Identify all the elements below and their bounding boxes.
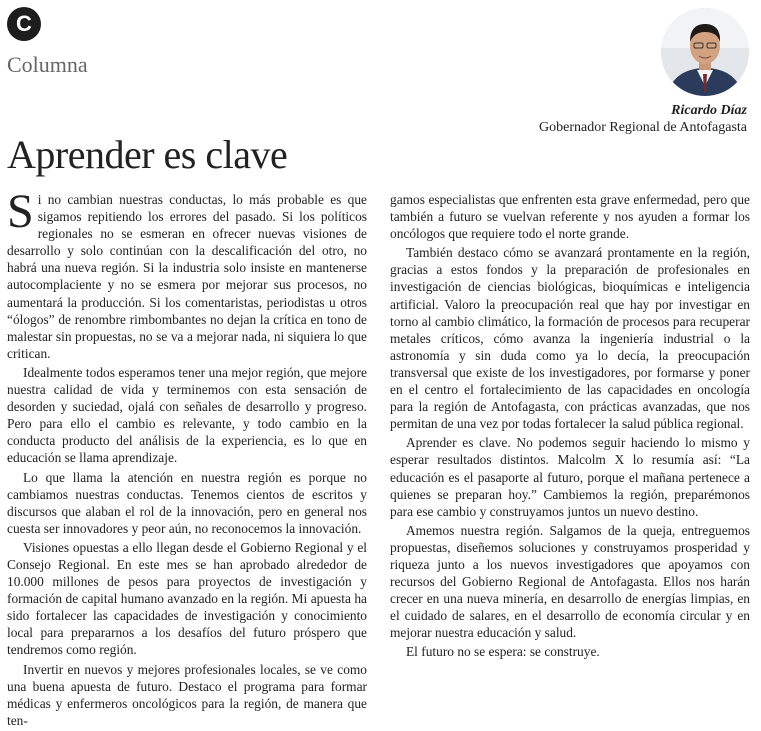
author-role: Gobernador Regional de Antofagasta (539, 120, 747, 135)
paragraph-text: i no cambian nuestras conductas, lo más probable es que sigamos repitiendo los errores del pasado. Si los políticos regionales no se esmeran en ofrecer nuevas visiones de desarrollo y solo continúan con la descalificación del otro, no habrá una nueva región. Si la industria solo insiste en mantenerse autocomplaciente y no se esmera por mejorar sus procesos, no aumentará la producción. Si los comentaristas, periodistas u otros “ólogos” de renombre rimbombantes no dejan la crítica en tono de malestar sin propuestas, no se va a mejorar nada, ni siquiera lo que critican. (7, 192, 367, 361)
article-column-2 (390, 191, 750, 663)
column-badge: C (7, 7, 41, 41)
author-name: Ricardo Díaz (671, 103, 747, 118)
paragraph: El futuro no se espera: se construye. (406, 644, 600, 660)
article-column-1 (7, 185, 367, 731)
paragraph: gamos especialistas que enfrenten esta grave enfermedad, pero que también a futuro se vuelvan referente y nos ayuden a formar los oncólogos que requiere todo el norte grande. (390, 192, 750, 242)
paragraph: Lo que llama la atención en nuestra región es porque no cambiamos nuestras conductas. Tenemos cientos de escritos y discursos que alaban el rol de la innovación, pero en general nos cuesta ser innovadores y peor aún, no reconocemos la innovación. (7, 469, 367, 536)
drop-cap: S (7, 185, 34, 238)
paragraph (7, 185, 367, 362)
paragraph: Invertir en nuevos y mejores profesionales locales, se ve como una buena apuesta de futuro. Destaco el programa para formar médicas y enfermeros oncológicos para la región, de manera que ten- (7, 661, 367, 728)
section-label: Columna (7, 52, 88, 77)
paragraph: Visiones opuestas a ello llegan desde el Gobierno Regional y el Consejo Regional. En este mes se han aprobado alrededor de 10.000 millones de pesos para proyectos de investigación y formación de capital humano avanzado en la región. Mi apuesta ha sido fortalecer las capacidades de investigación y conocimiento local para prepararnos a los desafíos del futuro próspero que tendremos como región. (7, 539, 367, 658)
paragraph: También destaco cómo se avanzará prontamente en la región, gracias a estos fondos y la preparación de profesionales en investigación de ciencias biológicas, bioquímicas e inteligencia artificial. Valoro la preocupación real que hay por investigar en torno al cambio climático, la formación de procesos para recuperar metales críticos, cómo avanza la ingeniería industrial o la astronomía y sin duda como ya lo decía, la preocupación transversal que existe de los investigadores, por formarse y poner en el centro el fortalecimiento de las capacidades en oncología para la región de Antofagasta, con prácticas avanzadas, que nos permitan de una vez por todas fortalecer la salud pública regional. (390, 245, 750, 432)
author-block (539, 102, 747, 137)
paragraph: Aprender es clave. No podemos seguir haciendo lo mismo y esperar resultados distintos. Malcolm X lo resumía así: “La educación es el pasaporte al futuro, porque el mañana pertenece a quienes se preparan hoy.” Cambiemos la región, preparémonos para ese cambio y construyamos juntos un nuevo destino. (390, 435, 750, 519)
author-portrait-icon (661, 8, 749, 96)
paragraph: Idealmente todos esperamos tener una mejor región, que mejore nuestra calidad de vida y terminemos con esta sensación de desorden y suciedad, ojalá con señales de desarrollo y progreso. Pero para ello el cambio es relevante, y todo cambio en la conducta producto del análisis de la experiencia, es lo que en educación se llama aprendizaje. (7, 364, 367, 466)
paragraph: Amemos nuestra región. Salgamos de la queja, entreguemos propuestas, diseñemos soluciones y construyamos prosperidad y riqueza junto a los nuevos investigadores que apoyamos con recursos del Gobierno Regional de Antofagasta. Ellos nos harán crecer en una nueva minería, en desarrollo de energías limpias, en el cuidado de salares, en el desarrollo de economía circular y en mejorar nuestra educación y salud. (390, 522, 750, 641)
author-avatar (661, 8, 749, 96)
article-title: Aprender es clave (7, 132, 288, 177)
